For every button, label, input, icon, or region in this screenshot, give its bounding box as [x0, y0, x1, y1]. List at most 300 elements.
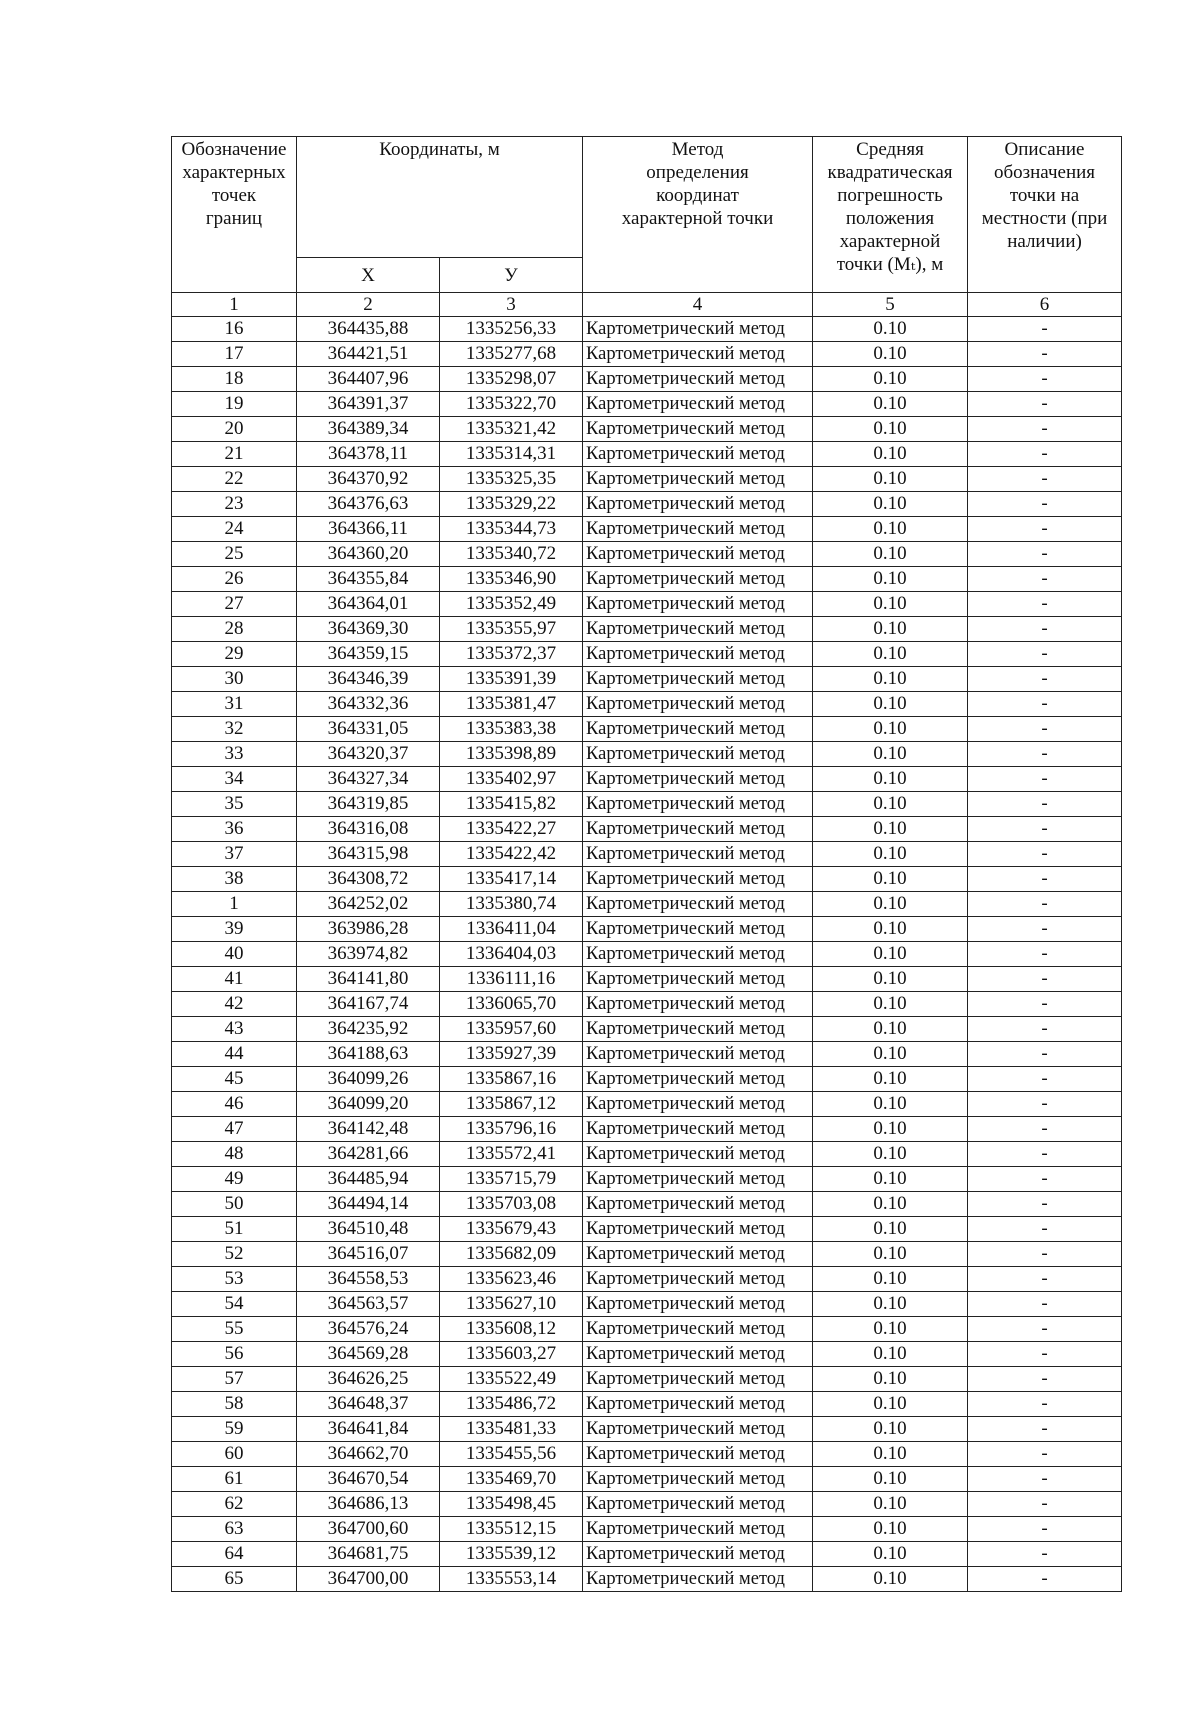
method-cell: Картометрический метод — [583, 1167, 813, 1192]
description-cell: - — [968, 1567, 1122, 1592]
point-cell: 17 — [172, 342, 297, 367]
y-coordinate-cell: 1335603,27 — [440, 1342, 583, 1367]
description-cell: - — [968, 642, 1122, 667]
description-cell: - — [968, 1517, 1122, 1542]
point-cell: 24 — [172, 517, 297, 542]
coordinates-table — [171, 136, 1122, 1592]
x-coordinate-cell: 364626,25 — [297, 1367, 440, 1392]
table-row — [172, 492, 1122, 517]
y-coordinate-cell: 1335867,12 — [440, 1092, 583, 1117]
y-coordinate-cell: 1335352,49 — [440, 592, 583, 617]
description-cell: - — [968, 767, 1122, 792]
accuracy-cell: 0.10 — [813, 342, 968, 367]
method-cell: Картометрический метод — [583, 542, 813, 567]
description-cell: - — [968, 617, 1122, 642]
accuracy-cell: 0.10 — [813, 1342, 968, 1367]
x-coordinate-cell: 364494,14 — [297, 1192, 440, 1217]
method-cell: Картометрический метод — [583, 917, 813, 942]
accuracy-cell: 0.10 — [813, 517, 968, 542]
x-coordinate-cell: 364099,20 — [297, 1092, 440, 1117]
column-number: 5 — [813, 293, 968, 317]
method-cell: Картометрический метод — [583, 367, 813, 392]
table-row — [172, 867, 1122, 892]
y-coordinate-cell: 1336411,04 — [440, 917, 583, 942]
table-row — [172, 317, 1122, 342]
point-cell: 35 — [172, 792, 297, 817]
method-cell: Картометрический метод — [583, 1117, 813, 1142]
x-coordinate-cell: 364407,96 — [297, 367, 440, 392]
y-coordinate-cell: 1335927,39 — [440, 1042, 583, 1067]
y-coordinate-cell: 1335715,79 — [440, 1167, 583, 1192]
method-cell: Картометрический метод — [583, 417, 813, 442]
y-coordinate-cell: 1335512,15 — [440, 1517, 583, 1542]
y-coordinate-cell: 1335422,27 — [440, 817, 583, 842]
description-cell: - — [968, 992, 1122, 1017]
column-number: 3 — [440, 293, 583, 317]
description-cell: - — [968, 1067, 1122, 1092]
method-cell: Картометрический метод — [583, 717, 813, 742]
y-coordinate-cell: 1335539,12 — [440, 1542, 583, 1567]
accuracy-cell: 0.10 — [813, 642, 968, 667]
x-coordinate-cell: 364346,39 — [297, 667, 440, 692]
table-row — [172, 892, 1122, 917]
method-cell: Картометрический метод — [583, 1267, 813, 1292]
point-cell: 31 — [172, 692, 297, 717]
method-cell: Картометрический метод — [583, 617, 813, 642]
point-cell: 38 — [172, 867, 297, 892]
accuracy-cell: 0.10 — [813, 942, 968, 967]
x-coordinate-cell: 364558,53 — [297, 1267, 440, 1292]
accuracy-cell: 0.10 — [813, 492, 968, 517]
y-coordinate-cell: 1335522,49 — [440, 1367, 583, 1392]
description-cell: - — [968, 1167, 1122, 1192]
accuracy-cell: 0.10 — [813, 617, 968, 642]
y-coordinate-cell: 1335325,35 — [440, 467, 583, 492]
x-coordinate-cell: 364327,34 — [297, 767, 440, 792]
method-cell: Картометрический метод — [583, 1417, 813, 1442]
table-row — [172, 542, 1122, 567]
accuracy-cell: 0.10 — [813, 742, 968, 767]
table-row — [172, 392, 1122, 417]
method-cell: Картометрический метод — [583, 342, 813, 367]
point-cell: 20 — [172, 417, 297, 442]
x-coordinate-cell: 364391,37 — [297, 392, 440, 417]
y-coordinate-cell: 1335498,45 — [440, 1492, 583, 1517]
y-coordinate-cell: 1335469,70 — [440, 1467, 583, 1492]
description-cell: - — [968, 717, 1122, 742]
accuracy-cell: 0.10 — [813, 1067, 968, 1092]
description-cell: - — [968, 1542, 1122, 1567]
method-cell: Картометрический метод — [583, 642, 813, 667]
x-coordinate-cell: 364188,63 — [297, 1042, 440, 1067]
x-coordinate-cell: 364366,11 — [297, 517, 440, 542]
y-coordinate-cell: 1335256,33 — [440, 317, 583, 342]
y-coordinate-cell: 1335623,46 — [440, 1267, 583, 1292]
description-cell: - — [968, 417, 1122, 442]
method-cell: Картометрический метод — [583, 817, 813, 842]
method-cell: Картометрический метод — [583, 317, 813, 342]
x-coordinate-cell: 364141,80 — [297, 967, 440, 992]
y-coordinate-cell: 1336111,16 — [440, 967, 583, 992]
accuracy-cell: 0.10 — [813, 367, 968, 392]
y-coordinate-cell: 1335486,72 — [440, 1392, 583, 1417]
description-cell: - — [968, 1192, 1122, 1217]
description-cell: - — [968, 792, 1122, 817]
x-coordinate-cell: 364281,66 — [297, 1142, 440, 1167]
header-accuracy: Средняя квадратическая погрешность положения характерной точки (Mₜ), м — [813, 137, 968, 293]
table-row — [172, 642, 1122, 667]
point-cell: 26 — [172, 567, 297, 592]
method-cell: Картометрический метод — [583, 1367, 813, 1392]
x-coordinate-cell: 364700,00 — [297, 1567, 440, 1592]
header-point: Обозначение характерных точек границ — [172, 137, 297, 293]
y-coordinate-cell: 1335346,90 — [440, 567, 583, 592]
method-cell: Картометрический метод — [583, 1192, 813, 1217]
column-number: 1 — [172, 293, 297, 317]
method-cell: Картометрический метод — [583, 892, 813, 917]
description-cell: - — [968, 1492, 1122, 1517]
y-coordinate-cell: 1335422,42 — [440, 842, 583, 867]
description-cell: - — [968, 892, 1122, 917]
accuracy-cell: 0.10 — [813, 1467, 968, 1492]
description-cell: - — [968, 1242, 1122, 1267]
x-coordinate-cell: 364360,20 — [297, 542, 440, 567]
description-cell: - — [968, 742, 1122, 767]
accuracy-cell: 0.10 — [813, 1017, 968, 1042]
description-cell: - — [968, 1342, 1122, 1367]
table-row — [172, 1242, 1122, 1267]
point-cell: 64 — [172, 1542, 297, 1567]
table-row — [172, 417, 1122, 442]
accuracy-cell: 0.10 — [813, 442, 968, 467]
description-cell: - — [968, 442, 1122, 467]
method-cell: Картометрический метод — [583, 1467, 813, 1492]
method-cell: Картометрический метод — [583, 867, 813, 892]
point-cell: 33 — [172, 742, 297, 767]
x-coordinate-cell: 363986,28 — [297, 917, 440, 942]
y-coordinate-cell: 1335703,08 — [440, 1192, 583, 1217]
description-cell: - — [968, 592, 1122, 617]
accuracy-cell: 0.10 — [813, 317, 968, 342]
y-coordinate-cell: 1335381,47 — [440, 692, 583, 717]
x-coordinate-cell: 364355,84 — [297, 567, 440, 592]
point-cell: 42 — [172, 992, 297, 1017]
method-cell: Картометрический метод — [583, 1067, 813, 1092]
point-cell: 43 — [172, 1017, 297, 1042]
x-coordinate-cell: 364378,11 — [297, 442, 440, 467]
description-cell: - — [968, 492, 1122, 517]
x-coordinate-cell: 364315,98 — [297, 842, 440, 867]
point-cell: 40 — [172, 942, 297, 967]
y-coordinate-cell: 1335372,37 — [440, 642, 583, 667]
accuracy-cell: 0.10 — [813, 892, 968, 917]
y-coordinate-cell: 1335455,56 — [440, 1442, 583, 1467]
x-coordinate-cell: 364331,05 — [297, 717, 440, 742]
x-coordinate-cell: 364142,48 — [297, 1117, 440, 1142]
point-cell: 16 — [172, 317, 297, 342]
point-cell: 47 — [172, 1117, 297, 1142]
method-cell: Картометрический метод — [583, 667, 813, 692]
accuracy-cell: 0.10 — [813, 417, 968, 442]
y-coordinate-cell: 1335314,31 — [440, 442, 583, 467]
y-coordinate-cell: 1335796,16 — [440, 1117, 583, 1142]
point-cell: 21 — [172, 442, 297, 467]
table-row — [172, 1142, 1122, 1167]
method-cell: Картометрический метод — [583, 392, 813, 417]
accuracy-cell: 0.10 — [813, 1092, 968, 1117]
method-cell: Картометрический метод — [583, 1092, 813, 1117]
point-cell: 63 — [172, 1517, 297, 1542]
method-cell: Картометрический метод — [583, 792, 813, 817]
y-coordinate-cell: 1335481,33 — [440, 1417, 583, 1442]
point-cell: 23 — [172, 492, 297, 517]
table-row — [172, 767, 1122, 792]
point-cell: 45 — [172, 1067, 297, 1092]
y-coordinate-cell: 1335322,70 — [440, 392, 583, 417]
point-cell: 22 — [172, 467, 297, 492]
method-cell: Картометрический метод — [583, 692, 813, 717]
point-cell: 28 — [172, 617, 297, 642]
accuracy-cell: 0.10 — [813, 692, 968, 717]
accuracy-cell: 0.10 — [813, 1442, 968, 1467]
method-cell: Картометрический метод — [583, 967, 813, 992]
table-row — [172, 1467, 1122, 1492]
x-coordinate-cell: 364332,36 — [297, 692, 440, 717]
description-cell: - — [968, 1317, 1122, 1342]
y-coordinate-cell: 1335417,14 — [440, 867, 583, 892]
point-cell: 51 — [172, 1217, 297, 1242]
method-cell: Картометрический метод — [583, 567, 813, 592]
table-row — [172, 1167, 1122, 1192]
accuracy-cell: 0.10 — [813, 842, 968, 867]
accuracy-cell: 0.10 — [813, 917, 968, 942]
description-cell: - — [968, 567, 1122, 592]
x-coordinate-cell: 364700,60 — [297, 1517, 440, 1542]
point-cell: 29 — [172, 642, 297, 667]
point-cell: 59 — [172, 1417, 297, 1442]
point-cell: 18 — [172, 367, 297, 392]
table-row — [172, 467, 1122, 492]
table-row — [172, 817, 1122, 842]
column-number: 6 — [968, 293, 1122, 317]
y-coordinate-cell: 1336065,70 — [440, 992, 583, 1017]
x-coordinate-cell: 364563,57 — [297, 1292, 440, 1317]
description-cell: - — [968, 1042, 1122, 1067]
y-coordinate-cell: 1335340,72 — [440, 542, 583, 567]
description-cell: - — [968, 517, 1122, 542]
x-coordinate-cell: 364235,92 — [297, 1017, 440, 1042]
x-coordinate-cell: 364510,48 — [297, 1217, 440, 1242]
x-coordinate-cell: 364662,70 — [297, 1442, 440, 1467]
accuracy-cell: 0.10 — [813, 1517, 968, 1542]
table-row — [172, 342, 1122, 367]
description-cell: - — [968, 1292, 1122, 1317]
y-coordinate-cell: 1335355,97 — [440, 617, 583, 642]
table-row — [172, 1267, 1122, 1292]
description-cell: - — [968, 342, 1122, 367]
point-cell: 57 — [172, 1367, 297, 1392]
table-row — [172, 967, 1122, 992]
accuracy-cell: 0.10 — [813, 1292, 968, 1317]
table-row — [172, 1542, 1122, 1567]
header-row — [172, 137, 1122, 258]
y-coordinate-cell: 1335415,82 — [440, 792, 583, 817]
method-cell: Картометрический метод — [583, 1442, 813, 1467]
description-cell: - — [968, 392, 1122, 417]
table-row — [172, 442, 1122, 467]
table-row — [172, 667, 1122, 692]
method-cell: Картометрический метод — [583, 1542, 813, 1567]
x-coordinate-cell: 364167,74 — [297, 992, 440, 1017]
description-cell: - — [968, 317, 1122, 342]
description-cell: - — [968, 1142, 1122, 1167]
x-coordinate-cell: 364670,54 — [297, 1467, 440, 1492]
description-cell: - — [968, 667, 1122, 692]
table-row — [172, 1367, 1122, 1392]
accuracy-cell: 0.10 — [813, 1142, 968, 1167]
y-coordinate-cell: 1335398,89 — [440, 742, 583, 767]
point-cell: 49 — [172, 1167, 297, 1192]
point-cell: 52 — [172, 1242, 297, 1267]
point-cell: 48 — [172, 1142, 297, 1167]
accuracy-cell: 0.10 — [813, 967, 968, 992]
y-coordinate-cell: 1335402,97 — [440, 767, 583, 792]
y-coordinate-cell: 1335329,22 — [440, 492, 583, 517]
accuracy-cell: 0.10 — [813, 667, 968, 692]
header-coordinates: Координаты, м — [297, 137, 583, 258]
accuracy-cell: 0.10 — [813, 1417, 968, 1442]
method-cell: Картометрический метод — [583, 942, 813, 967]
accuracy-cell: 0.10 — [813, 1392, 968, 1417]
x-coordinate-cell: 364681,75 — [297, 1542, 440, 1567]
table-row — [172, 1067, 1122, 1092]
table-row — [172, 1117, 1122, 1142]
table-row — [172, 367, 1122, 392]
x-coordinate-cell: 364099,26 — [297, 1067, 440, 1092]
description-cell: - — [968, 817, 1122, 842]
point-cell: 41 — [172, 967, 297, 992]
table-row — [172, 692, 1122, 717]
accuracy-cell: 0.10 — [813, 1567, 968, 1592]
point-cell: 32 — [172, 717, 297, 742]
table-row — [172, 717, 1122, 742]
accuracy-cell: 0.10 — [813, 592, 968, 617]
method-cell: Картометрический метод — [583, 1292, 813, 1317]
method-cell: Картометрический метод — [583, 767, 813, 792]
table-row — [172, 917, 1122, 942]
method-cell: Картометрический метод — [583, 1342, 813, 1367]
y-coordinate-cell: 1335572,41 — [440, 1142, 583, 1167]
point-cell: 62 — [172, 1492, 297, 1517]
accuracy-cell: 0.10 — [813, 792, 968, 817]
x-coordinate-cell: 364648,37 — [297, 1392, 440, 1417]
y-coordinate-cell: 1336404,03 — [440, 942, 583, 967]
description-cell: - — [968, 467, 1122, 492]
description-cell: - — [968, 942, 1122, 967]
method-cell: Картометрический метод — [583, 1567, 813, 1592]
accuracy-cell: 0.10 — [813, 1117, 968, 1142]
x-coordinate-cell: 364485,94 — [297, 1167, 440, 1192]
description-cell: - — [968, 967, 1122, 992]
y-coordinate-cell: 1335391,39 — [440, 667, 583, 692]
y-coordinate-cell: 1335321,42 — [440, 417, 583, 442]
description-cell: - — [968, 367, 1122, 392]
description-cell: - — [968, 1217, 1122, 1242]
description-cell: - — [968, 1392, 1122, 1417]
description-cell: - — [968, 542, 1122, 567]
table-row — [172, 617, 1122, 642]
point-cell: 36 — [172, 817, 297, 842]
accuracy-cell: 0.10 — [813, 817, 968, 842]
x-coordinate-cell: 364316,08 — [297, 817, 440, 842]
accuracy-cell: 0.10 — [813, 567, 968, 592]
description-cell: - — [968, 867, 1122, 892]
table-row — [172, 1042, 1122, 1067]
point-cell: 44 — [172, 1042, 297, 1067]
accuracy-cell: 0.10 — [813, 767, 968, 792]
y-coordinate-cell: 1335627,10 — [440, 1292, 583, 1317]
y-coordinate-cell: 1335679,43 — [440, 1217, 583, 1242]
table-row — [172, 1417, 1122, 1442]
x-coordinate-cell: 364252,02 — [297, 892, 440, 917]
table-row — [172, 1092, 1122, 1117]
accuracy-cell: 0.10 — [813, 467, 968, 492]
x-coordinate-cell: 364369,30 — [297, 617, 440, 642]
header-description: Описание обозначения точки на местности (при наличии) — [968, 137, 1122, 293]
header-x: Х — [297, 258, 440, 293]
description-cell: - — [968, 1017, 1122, 1042]
method-cell: Картометрический метод — [583, 742, 813, 767]
point-cell: 34 — [172, 767, 297, 792]
x-coordinate-cell: 364641,84 — [297, 1417, 440, 1442]
accuracy-cell: 0.10 — [813, 392, 968, 417]
description-cell: - — [968, 1467, 1122, 1492]
x-coordinate-cell: 364516,07 — [297, 1242, 440, 1267]
method-cell: Картометрический метод — [583, 1392, 813, 1417]
method-cell: Картометрический метод — [583, 592, 813, 617]
x-coordinate-cell: 363974,82 — [297, 942, 440, 967]
table-row — [172, 1317, 1122, 1342]
table-row — [172, 1517, 1122, 1542]
point-cell: 53 — [172, 1267, 297, 1292]
x-coordinate-cell: 364576,24 — [297, 1317, 440, 1342]
method-cell: Картометрический метод — [583, 1142, 813, 1167]
point-cell: 50 — [172, 1192, 297, 1217]
point-cell: 1 — [172, 892, 297, 917]
description-cell: - — [968, 1367, 1122, 1392]
header-y: У — [440, 258, 583, 293]
x-coordinate-cell: 364364,01 — [297, 592, 440, 617]
method-cell: Картометрический метод — [583, 1492, 813, 1517]
x-coordinate-cell: 364370,92 — [297, 467, 440, 492]
header-method: Метод определения координат характерной точки — [583, 137, 813, 293]
x-coordinate-cell: 364421,51 — [297, 342, 440, 367]
point-cell: 65 — [172, 1567, 297, 1592]
method-cell: Картометрический метод — [583, 442, 813, 467]
accuracy-cell: 0.10 — [813, 1167, 968, 1192]
description-cell: - — [968, 692, 1122, 717]
table-row — [172, 1292, 1122, 1317]
method-cell: Картометрический метод — [583, 1017, 813, 1042]
table-row — [172, 992, 1122, 1017]
accuracy-cell: 0.10 — [813, 992, 968, 1017]
point-cell: 46 — [172, 1092, 297, 1117]
table-row — [172, 567, 1122, 592]
point-cell: 56 — [172, 1342, 297, 1367]
y-coordinate-cell: 1335957,60 — [440, 1017, 583, 1042]
table-row — [172, 1392, 1122, 1417]
x-coordinate-cell: 364308,72 — [297, 867, 440, 892]
